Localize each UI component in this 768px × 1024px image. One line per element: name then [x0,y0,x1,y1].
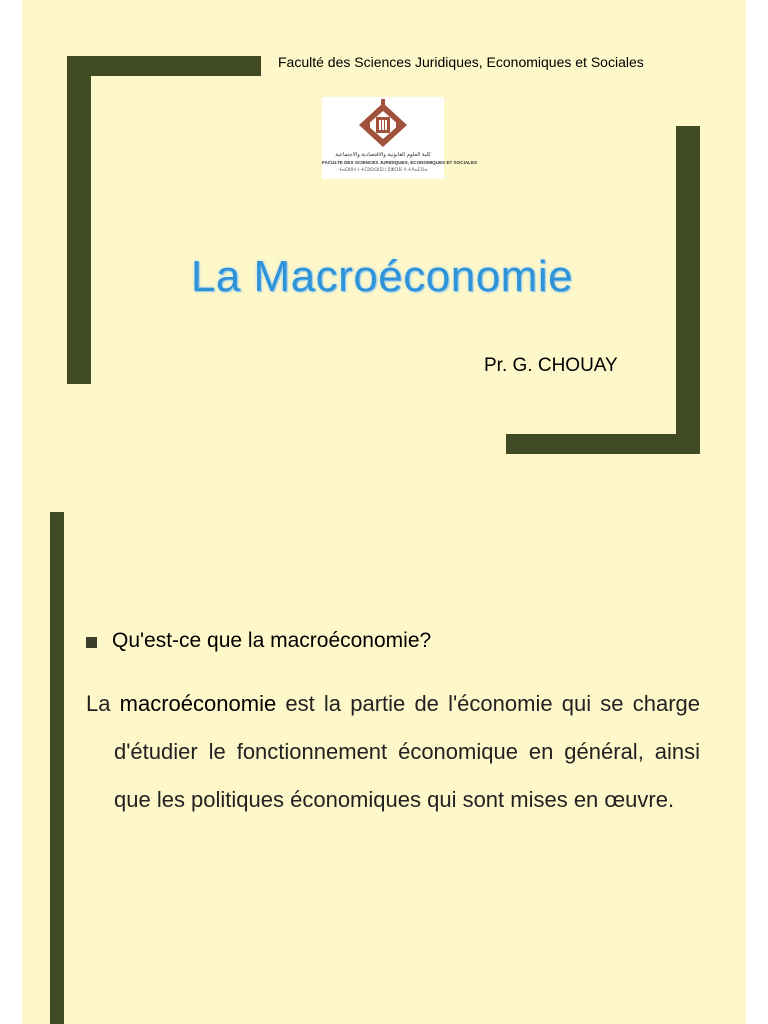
definition-text: est la partie de l'économie qui se charge d'étudier le fonctionnement économique en général, ainsi que les politiques économiques qui sont mises en œuvre. [114,691,700,812]
definition-paragraph [86,680,700,824]
faculty-name: Faculté des Sciences Juridiques, Economiques et Sociales [278,54,644,70]
frame-bar-bottom-right [506,434,700,454]
slide2-left-bar [50,512,64,1024]
logo-arabic-text: كلية العلوم القانونية والاقتصادية والاجتماعية [335,152,431,158]
question-bullet-item [86,629,431,653]
frame-bar-left [67,56,91,384]
square-bullet-icon [86,637,97,648]
author-name: Pr. G. CHOUAY [484,355,618,376]
slide-title: La Macroéconomie [190,252,574,301]
frame-bar-top-left [67,56,261,76]
question-text: Qu'est-ce que la macroéconomie? [112,629,432,652]
logo-emblem-icon [322,97,444,152]
logo-tifinagh-text: ⵜⴰⵙⵏⵓⵜ ⵏ ⵜⵎⵓⵙⵙⵏⵉⵏ ⵏ ⵓⵣⵔⴼ ⴷ ⵜⴷⴰⵎⵙⴰ [338,167,428,172]
definition-keyword: macroéconomie [119,691,277,716]
faculty-logo [322,97,478,179]
logo-french-text: FACULTE DES SCIENCES JURIDIQUES, ECONOMIQUES ET SOCIALES [322,160,478,165]
definition-prefix: La [86,691,120,716]
